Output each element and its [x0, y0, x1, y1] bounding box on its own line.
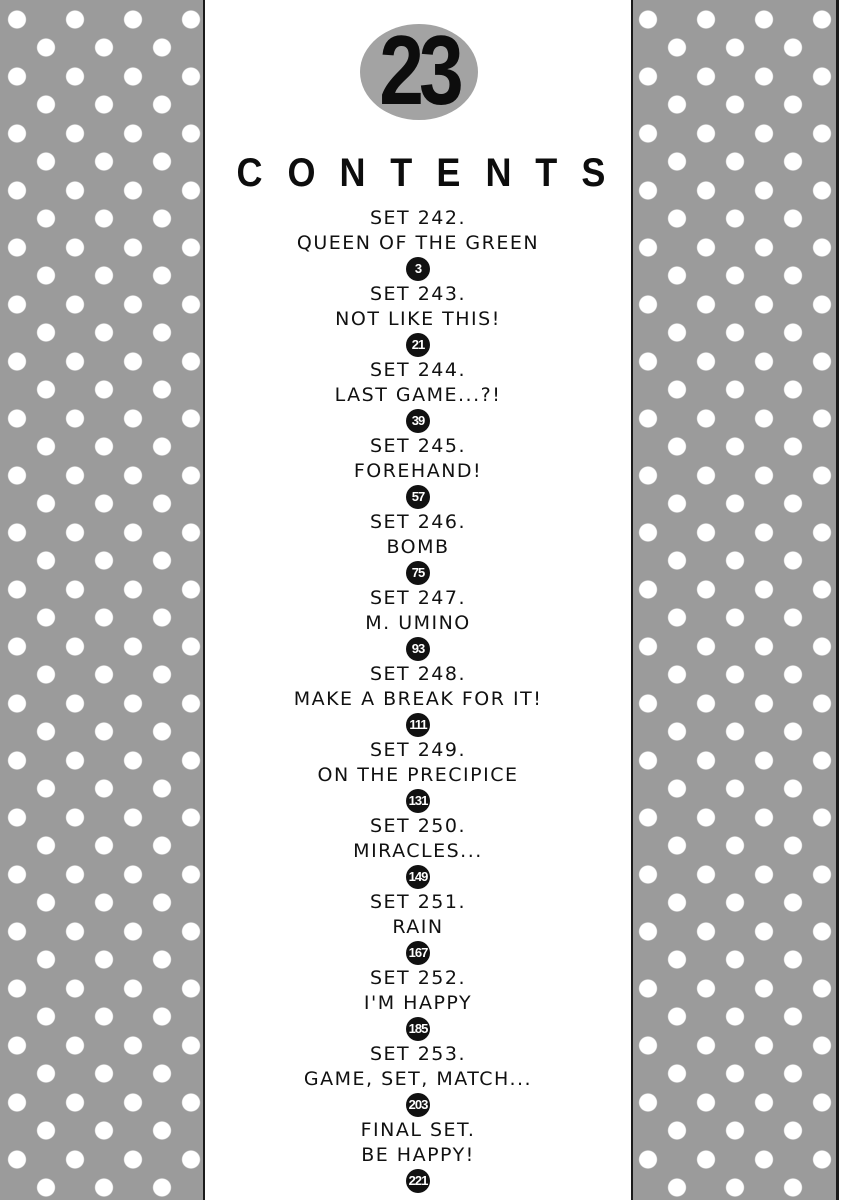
chapter-title: GAME, SET, MATCH... [303, 1068, 533, 1090]
toc-entry[interactable] [205, 890, 631, 966]
chapter-title: NOT LIKE THIS! [335, 308, 501, 330]
page-number-badge: 149 [406, 865, 430, 889]
page-number-badge: 167 [406, 941, 430, 965]
chapter-title: MAKE A BREAK FOR IT! [293, 688, 543, 710]
contents-heading-letter: T [535, 151, 558, 195]
toc-entry[interactable] [205, 662, 631, 738]
set-label: SET 245. [369, 435, 466, 457]
toc-entry[interactable] [205, 1118, 631, 1194]
toc-entry[interactable] [205, 434, 631, 510]
right-polka-dot-panel [632, 0, 837, 1200]
toc-entry[interactable] [205, 1042, 631, 1118]
chapter-title: BE HAPPY! [361, 1144, 475, 1166]
page-number-badge: 221 [406, 1169, 430, 1193]
contents-heading-letter: O [287, 151, 316, 195]
toc-entry[interactable] [205, 586, 631, 662]
set-label: SET 248. [369, 663, 466, 685]
set-label: SET 252. [369, 967, 466, 989]
set-label: SET 242. [369, 207, 466, 229]
chapter-title: RAIN [392, 916, 444, 938]
toc-entry[interactable] [205, 814, 631, 890]
toc-entry[interactable] [205, 510, 631, 586]
page-number-badge: 57 [406, 485, 430, 509]
table-of-contents [205, 206, 631, 1194]
volume-number: 23 [379, 15, 459, 125]
contents-heading-letter: N [484, 151, 511, 195]
chapter-title: QUEEN OF THE GREEN [296, 232, 540, 254]
chapter-title: M. UMINO [365, 612, 471, 634]
page-number-badge: 203 [406, 1093, 430, 1117]
page-number-badge: 3 [406, 257, 430, 281]
toc-entry[interactable] [205, 358, 631, 434]
chapter-title: MIRACLES... [353, 840, 483, 862]
set-label: FINAL SET. [360, 1119, 476, 1141]
toc-entry[interactable] [205, 282, 631, 358]
left-polka-dot-panel [0, 0, 205, 1200]
toc-entry[interactable] [205, 966, 631, 1042]
page-number-badge: 93 [406, 637, 430, 661]
chapter-title: I'M HAPPY [363, 992, 473, 1014]
set-label: SET 246. [369, 511, 466, 533]
chapter-title: LAST GAME...?! [334, 384, 502, 406]
chapter-title: ON THE PRECIPICE [317, 764, 519, 786]
set-label: SET 244. [369, 359, 466, 381]
contents-column [205, 0, 631, 1200]
set-label: SET 253. [369, 1043, 466, 1065]
page-number-badge: 185 [406, 1017, 430, 1041]
chapter-title: BOMB [386, 536, 450, 558]
contents-heading-letter: E [436, 151, 461, 195]
outer-border-line [836, 0, 839, 1200]
set-label: SET 247. [369, 587, 466, 609]
page-number-badge: 131 [406, 789, 430, 813]
set-label: SET 243. [369, 283, 466, 305]
page-number-badge: 21 [406, 333, 430, 357]
contents-heading [235, 148, 607, 198]
contents-heading-letter: T [390, 151, 413, 195]
chapter-title: FOREHAND! [353, 460, 483, 482]
contents-heading-letter: S [581, 151, 606, 195]
toc-entry[interactable] [205, 738, 631, 814]
contents-heading-letter: C [236, 151, 263, 195]
set-label: SET 250. [369, 815, 466, 837]
toc-entry[interactable] [205, 206, 631, 282]
page-number-badge: 111 [406, 713, 430, 737]
page-number-badge: 75 [406, 561, 430, 585]
set-label: SET 251. [369, 891, 466, 913]
right-border-line [631, 0, 633, 1200]
set-label: SET 249. [369, 739, 466, 761]
contents-heading-letter: N [339, 151, 366, 195]
page-number-badge: 39 [406, 409, 430, 433]
